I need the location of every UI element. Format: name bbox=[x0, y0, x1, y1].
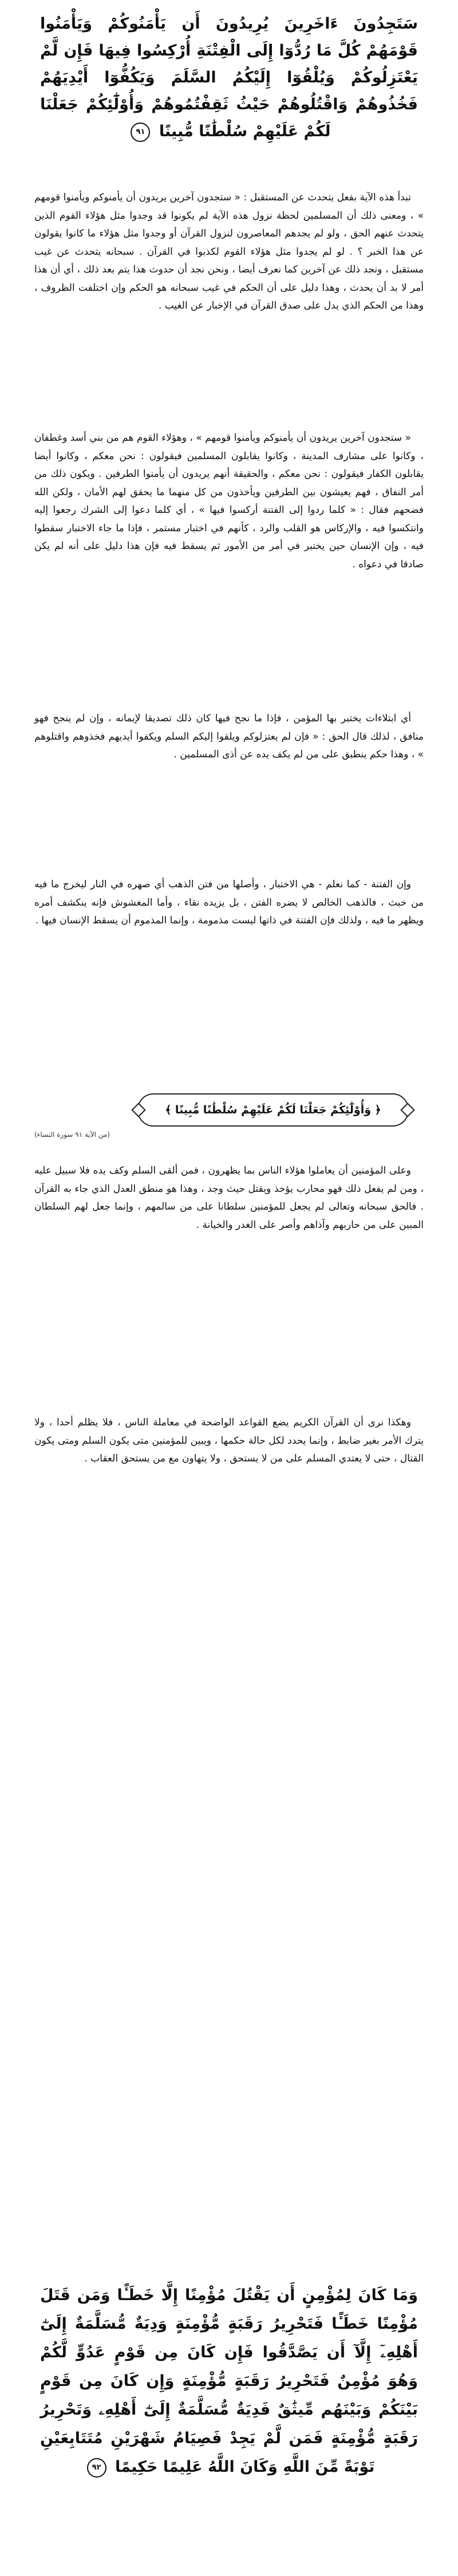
commentary-body bbox=[0, 189, 458, 2273]
commentary-section-5 bbox=[34, 1162, 424, 1239]
highlighted-verse-box bbox=[137, 1093, 409, 1127]
paragraph: « ستجدون آخرين يريدون أن يأمنوكم ويأمنوا قومهم » ، وهؤلاء القوم هم من بني أسد وغطفان ، وكانوا على مشارف المدينة ، وكانوا يقابلون المسلمين فيقولون : نحن معكم ، وكانوا أيضا يقابلون الكفار فيقولون : نحن معكم ، والحقيقة أنهم يريدون أن يأمنوا الطرفين . ويكون ذلك من أمر النفاق ، فهم يعيشون بين الطرفين ويأخذون من كل منهما ما يحقق لهم الأمان ، ولكن الله فضحهم فقال : « كلما ردوا إلى الفتنة أركسوا فيها » ، أي كلما دعوا إلى الشرك رجعوا إليه وانتكسوا فيه ، والإركاس هو القلب والرد ، كأنهم في اختبار مستمر ، فإذا ما جاء الاختبار سقطوا فيه ، وإن الإنسان حين يختبر في أمر من الأمور ثم يسقط فيه فإن هذا دليل على أنه لم يكن صادقا في دعواه . bbox=[34, 432, 424, 570]
paragraph: وإن الفتنة - كما نعلم - هي الاختبار ، وأصلها من فتن الذهب أي صهره في النار ليخرج ما فيه من خبث ، فالذهب الخالص لا يضره الفتن ، بل يزيده نقاء ، وأما المغشوش فإنه ينكشف أمره ويظهر ما فيه ، ولذلك فإن الفتنة في ذاتها ليست مذمومة ، وإنما المذموم أن يسقط الإنسان فيها . bbox=[34, 879, 424, 926]
quran-verse-bottom bbox=[40, 2281, 418, 2550]
paragraph: تبدأ هذه الآية بفعل يتحدث عن المستقبل : « ستجدون آخرين يريدون أن يأمنوكم ويأمنوا قومهم » ، ومعنى ذلك أن المسلمين لحظة نزول هذه الآية لم يكونوا قد وجدوا مثل هؤلاء القوم الذين يتحدث عنهم الحق ، ولو لم يجدهم المعاصرون لنزول القرآن أو وجدوا مثل هؤلاء ما كانوا يقولون عن هذا الخبر ؟ . لو لم يجدوا مثل هؤلاء القوم لكذبوا في القرآن . سبحانه يتحدث عن غيب مستقبل ، ونجد ذلك عن آخرين كما نعرف أيضا ، ونحن نجد أن حدوث هذا يتم بعد ذلك ، أي أن هذا أمر لا بد أن يحدث ، وهذا دليل على أن الحكم في غيب سبحانه هو الحكم وإن اختلفت الظروف ، وهذا من الحكم الذي يدل على صدق القرآن في الإخبار عن الغيب . bbox=[34, 192, 424, 311]
commentary-section-3 bbox=[34, 710, 424, 769]
paragraph: وهكذا نرى أن القرآن الكريم يضع القواعد الواضحة في معاملة الناس ، فلا يظلم أحدا ، ولا يترك الأمر بغير ضابط ، وإنما يحدد لكل حالة حكمها ، ويبين للمؤمنين متى يكون السلم ومتى يكون القتال ، حتى لا يعتدي المسلم على من لا يستحق ، ولا يتهاون مع من يستحق العقاب . bbox=[34, 1417, 424, 1464]
ayah-number-marker: ٩١ bbox=[131, 123, 150, 142]
verse-reference: (من الآية ٩١ سورة النساء) bbox=[34, 1131, 110, 1139]
ayah-number-marker: ٩٢ bbox=[87, 2458, 106, 2478]
commentary-section-6 bbox=[34, 1414, 424, 1473]
verse-text: وَمَا كَانَ لِمُؤْمِنٍ أَن يَقْتُلَ مُؤْمِنًا إِلَّا خَطَـًٔا وَمَن قَتَلَ مُؤْمِنًا خَطَـًٔا فَتَحْرِيرُ رَقَبَةٍ مُّؤْمِنَةٍ وَدِيَةٌ مُّسَلَّمَةٌ إِلَىٰٓ أَهْلِهِۦٓ إِلَّآ أَن يَصَّدَّقُوا فَإِن كَانَ مِن قَوْمٍ عَدُوٍّ لَّكُمْ وَهُوَ مُؤْمِنٌ فَتَحْرِيرُ رَقَبَةٍ مُّؤْمِنَةٍ وَإِن كَانَ مِن قَوْمٍ بَيْنَكُمْ وَبَيْنَهُم مِّيثَٰقٌ فَدِيَةٌ مُّسَلَّمَةٌ إِلَىٰٓ أَهْلِهِۦ وَتَحْرِيرُ رَقَبَةٍ مُّؤْمِنَةٍ فَمَن لَّمْ يَجِدْ فَصِيَامُ شَهْرَيْنِ مُتَتَابِعَيْنِ تَوْبَةً مِّنَ اللَّهِ وَكَانَ اللَّهُ عَلِيمًا حَكِيمًا bbox=[40, 2286, 418, 2476]
commentary-section-2 bbox=[34, 429, 424, 578]
commentary-section-4 bbox=[34, 876, 424, 935]
highlighted-verse-text: ﴿ وَأُوْلَٰٓئِكُمْ جَعَلْنَا لَكُمْ عَلَيْهِمْ سُلْطَٰنًا مُّبِينًا ﴾ bbox=[165, 1104, 381, 1116]
commentary-section-1 bbox=[34, 189, 424, 320]
quran-verse-top bbox=[40, 10, 418, 182]
paragraph: أي ابتلاءات يختبر بها المؤمن ، فإذا ما نجح فيها كان ذلك تصديقا لإيمانه ، وإن لم ينجح فهو منافق ، لذلك قال الحق : « فإن لم يعتزلوكم ويلقوا إليكم السلم ويكفوا أيديهم فخذوهم واقتلوهم » ، وهذا حكم ينطبق على من لم يكف يده عن أذى المسلمين . bbox=[34, 713, 424, 760]
paragraph: وعلى المؤمنين أن يعاملوا هؤلاء الناس بما يظهرون ، فمن ألقى السلم وكف يده فلا سبيل عليه ، ومن لم يفعل ذلك فهو محارب يؤخذ ويقتل حيث وجد ، وهذا هو منطق العدل الذي جاء به القرآن . فالحق سبحانه وتعالى لم يجعل للمؤمنين سلطانا على من سالمهم ، وإنما جعل لهم السلطان المبين على من حاربهم وآذاهم وأصر على الغدر والخيانة . bbox=[34, 1165, 424, 1231]
verse-text: سَتَجِدُونَ ءَاخَرِينَ يُرِيدُونَ أَن يَأْمَنُوكُمْ وَيَأْمَنُوا قَوْمَهُمْ كُلَّ مَا رُدُّوٓا إِلَى الْفِتْنَةِ أُرْكِسُوا فِيهَا فَإِن لَّمْ يَعْتَزِلُوكُمْ وَيُلْقُوٓا إِلَيْكُمُ السَّلَمَ وَيَكُفُّوٓا أَيْدِيَهُمْ فَخُذُوهُمْ وَاقْتُلُوهُمْ حَيْثُ ثَقِفْتُمُوهُمْ وَأُوْلَٰٓئِكُمْ جَعَلْنَا لَكُمْ عَلَيْهِمْ سُلْطَٰنًا مُّبِينًا bbox=[40, 15, 418, 140]
